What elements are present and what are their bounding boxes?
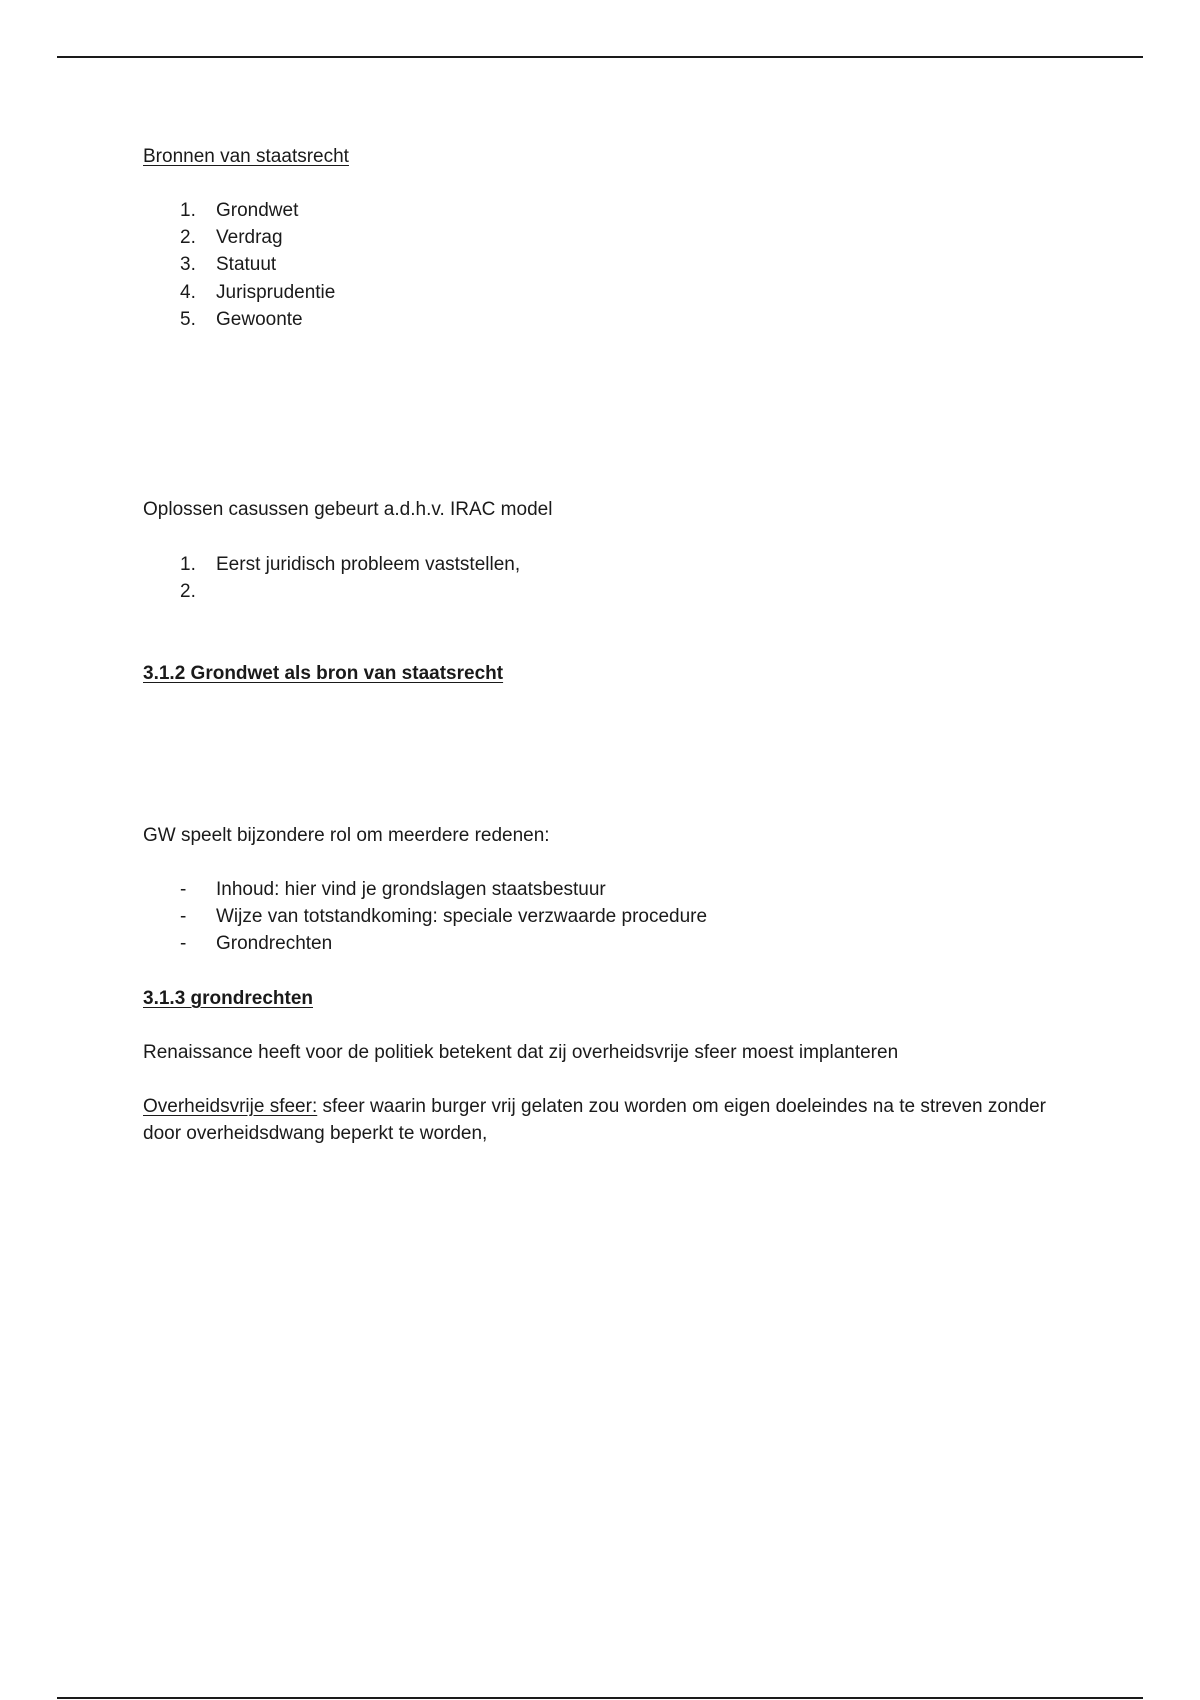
list-marker: 1. (180, 200, 196, 221)
list-bronnen (178, 197, 335, 333)
list-item (178, 251, 335, 278)
list-marker: 3. (180, 254, 196, 276)
list-item (178, 306, 335, 333)
footer-rule (57, 1697, 1143, 1699)
gw-intro: GW speelt bijzondere rol om meerdere redenen: (143, 825, 550, 846)
heading-bronnen: Bronnen van staatsrecht (143, 146, 349, 167)
list-item-text: Jurisprudentie (216, 281, 336, 303)
list-item-text: Verdrag (216, 227, 283, 249)
list-item (178, 876, 707, 903)
irac-intro: Oplossen casussen gebeurt a.d.h.v. IRAC model (143, 499, 553, 520)
list-marker: 1. (180, 554, 196, 575)
renaissance-paragraph: Renaissance heeft voor de politiek betekent dat zij overheidsvrije sfeer moest implanteren (143, 1042, 899, 1063)
list-marker: 2. (180, 581, 196, 603)
list-marker: 4. (180, 281, 196, 303)
list-item-text: Wijze van totstandkoming: speciale verzwaarde procedure (216, 906, 708, 928)
list-marker: - (180, 906, 187, 928)
list-item-text: Grondrechten (216, 933, 333, 955)
heading-grondwet: 3.1.2 Grondwet als bron van staatsrecht (143, 663, 504, 684)
heading-grondrechten: 3.1.3 grondrechten (143, 988, 313, 1009)
list-marker: - (180, 879, 187, 900)
list-item (178, 578, 520, 605)
list-item (178, 903, 707, 930)
list-redenen (178, 876, 707, 958)
list-irac (178, 551, 520, 605)
list-item-text: Eerst juridisch probleem vaststellen, (216, 554, 521, 575)
list-item (178, 930, 707, 957)
list-item (178, 224, 335, 251)
list-item (178, 551, 520, 578)
definition-term: Overheidsvrije sfeer: (143, 1096, 318, 1117)
list-item (178, 279, 335, 306)
list-item-text: Gewoonte (216, 308, 303, 330)
list-item-text: Inhoud: hier vind je grondslagen staatsbestuur (216, 879, 606, 900)
header-rule (57, 56, 1143, 58)
definition-text: sfeer waarin burger vrij gelaten zou worden om eigen doeleindes na te streven zonder door overheidsdwang beperkt te worden, (143, 1096, 1046, 1144)
list-marker: 5. (180, 308, 196, 330)
list-item-text: Statuut (216, 254, 277, 276)
list-item (178, 197, 335, 224)
list-item-text: Grondwet (216, 200, 299, 221)
list-marker: 2. (180, 227, 196, 249)
definition-paragraph (143, 1093, 1083, 1147)
list-marker: - (180, 933, 187, 955)
